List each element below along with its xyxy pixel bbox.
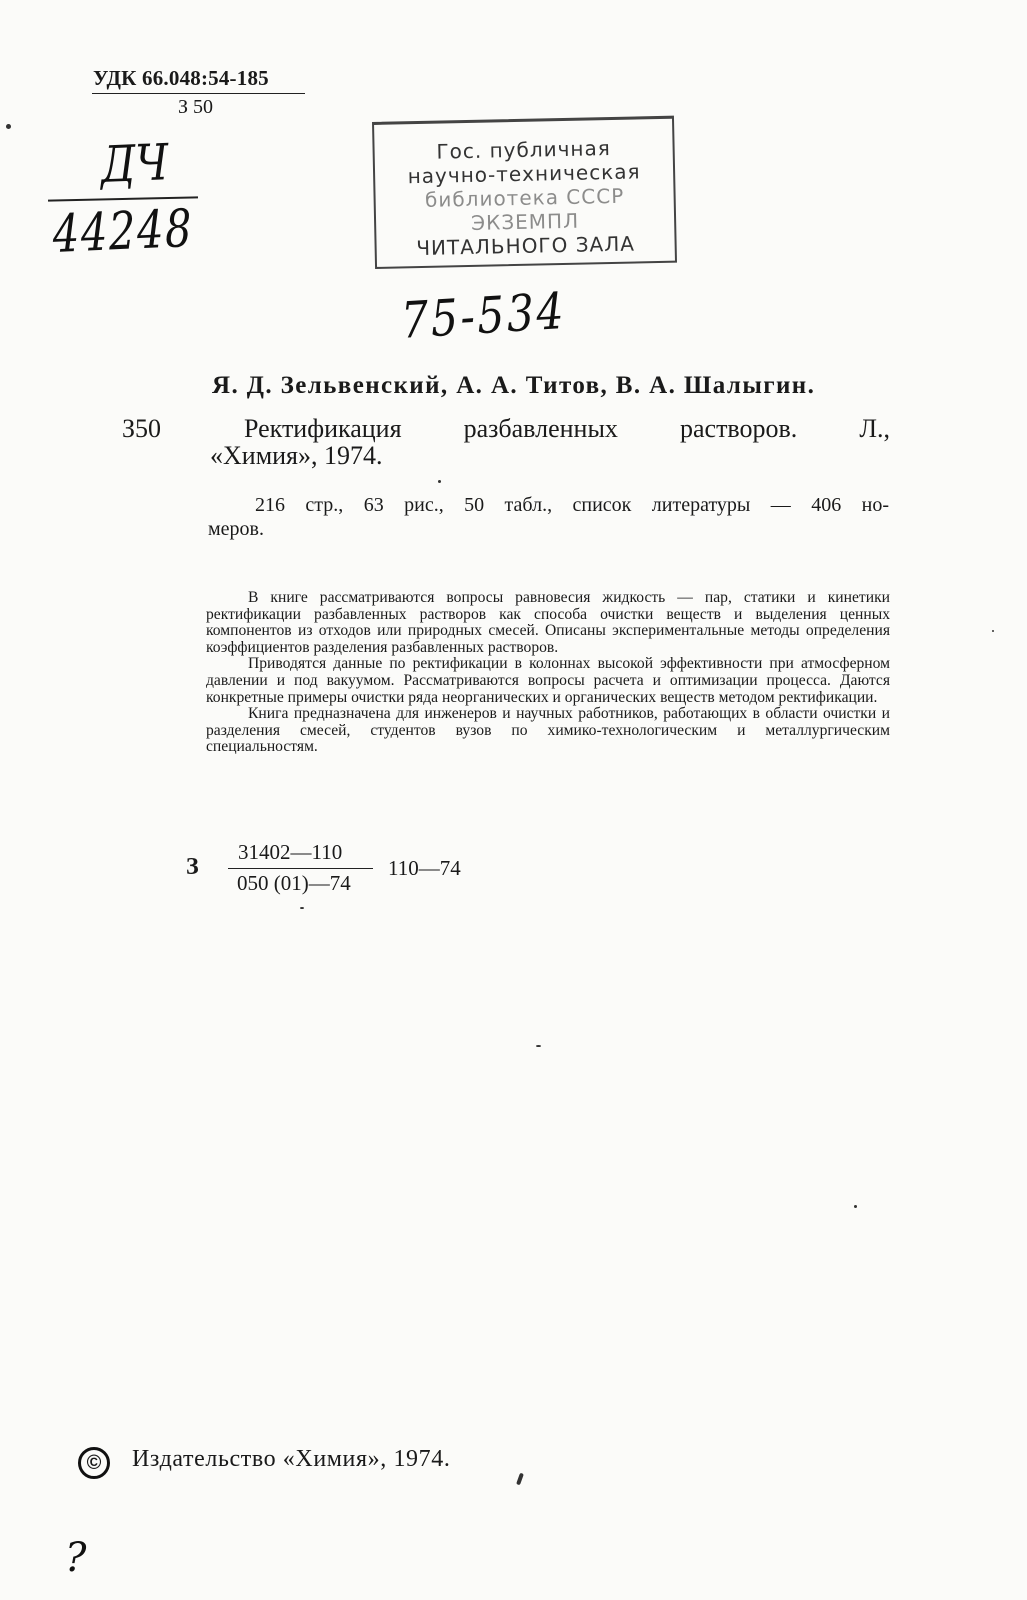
scan-speck bbox=[6, 124, 11, 129]
udk-code: УДК 66.048:54-185 bbox=[93, 66, 269, 90]
abstract-paragraph: В книге рассматриваются вопросы равновесия жидкость — пар, статики и кинетики ректификации разбавленных растворов как способа очистки веществ и выделения ценных компонентов из отходов или природных смесей. Описаны экспериментальные методы определения коэффициентов разделения разбавленных растворов. bbox=[206, 589, 890, 656]
fraction-bar bbox=[228, 868, 373, 869]
book-title: Ректификация разбавленных растворов. Л., bbox=[244, 414, 890, 443]
index-label: З bbox=[186, 854, 199, 880]
udk-rule bbox=[92, 93, 305, 94]
abstract-paragraph: Приводятся данные по ректификации в колоннах высокой эффективности при атмосферном давлении и под вакуумом. Рассматриваются вопросы расчета и оптимизации процесса. Даются конкретные примеры очистки ряда неорганических и органических веществ методом ректификации. bbox=[206, 655, 890, 706]
publisher-year: «Химия», 1974. bbox=[210, 441, 383, 470]
library-stamp bbox=[372, 116, 677, 269]
handwritten-inventory-number: 44248 bbox=[52, 198, 194, 265]
collation: 216 стр., 63 рис., 50 табл., список литературы — 406 но- bbox=[255, 494, 889, 516]
copyright-text: Издательство «Химия», 1974. bbox=[132, 1446, 451, 1472]
index-right: 110—74 bbox=[388, 856, 461, 880]
copyright-icon: © bbox=[78, 1447, 110, 1479]
class-mark: З 50 bbox=[178, 96, 214, 118]
stamp-line: Гос. публичная bbox=[436, 136, 612, 164]
scan-speck bbox=[536, 1045, 541, 1047]
handwritten-mark-bottom: ? bbox=[65, 1535, 87, 1581]
abstract-paragraph: Книга предназначена для инженеров и научных работников, работающих в области очистки и разделения смесей, студентов вузов по химико-технологическим и металлургическим специальностям. bbox=[206, 705, 890, 756]
scan-speck bbox=[992, 630, 994, 632]
handwritten-accession-number: 75-534 bbox=[400, 281, 568, 350]
index-numerator: 31402—110 bbox=[238, 840, 343, 864]
authors: Я. Д. Зельвенский, А. А. Титов, В. А. Шалыгин. bbox=[212, 372, 816, 399]
handwritten-mark-top: ДЧ bbox=[100, 133, 170, 194]
catalog-code: З50 bbox=[122, 414, 162, 443]
index-denominator: 050 (01)—74 bbox=[237, 871, 351, 895]
stamp-line: научно-техническая bbox=[407, 159, 641, 189]
stamp-line: ЧИТАЛЬНОГО ЗАЛА bbox=[416, 231, 636, 261]
scan-speck bbox=[438, 480, 441, 483]
stamp-line: ЭКЗЕМПЛ bbox=[470, 208, 580, 235]
scan-speck bbox=[854, 1205, 857, 1208]
abstract bbox=[206, 590, 890, 756]
scan-speck bbox=[516, 1473, 524, 1486]
stamp-line: библиотека СССР bbox=[424, 183, 625, 212]
scan-speck bbox=[300, 907, 304, 909]
collation-continued: меров. bbox=[208, 518, 264, 540]
